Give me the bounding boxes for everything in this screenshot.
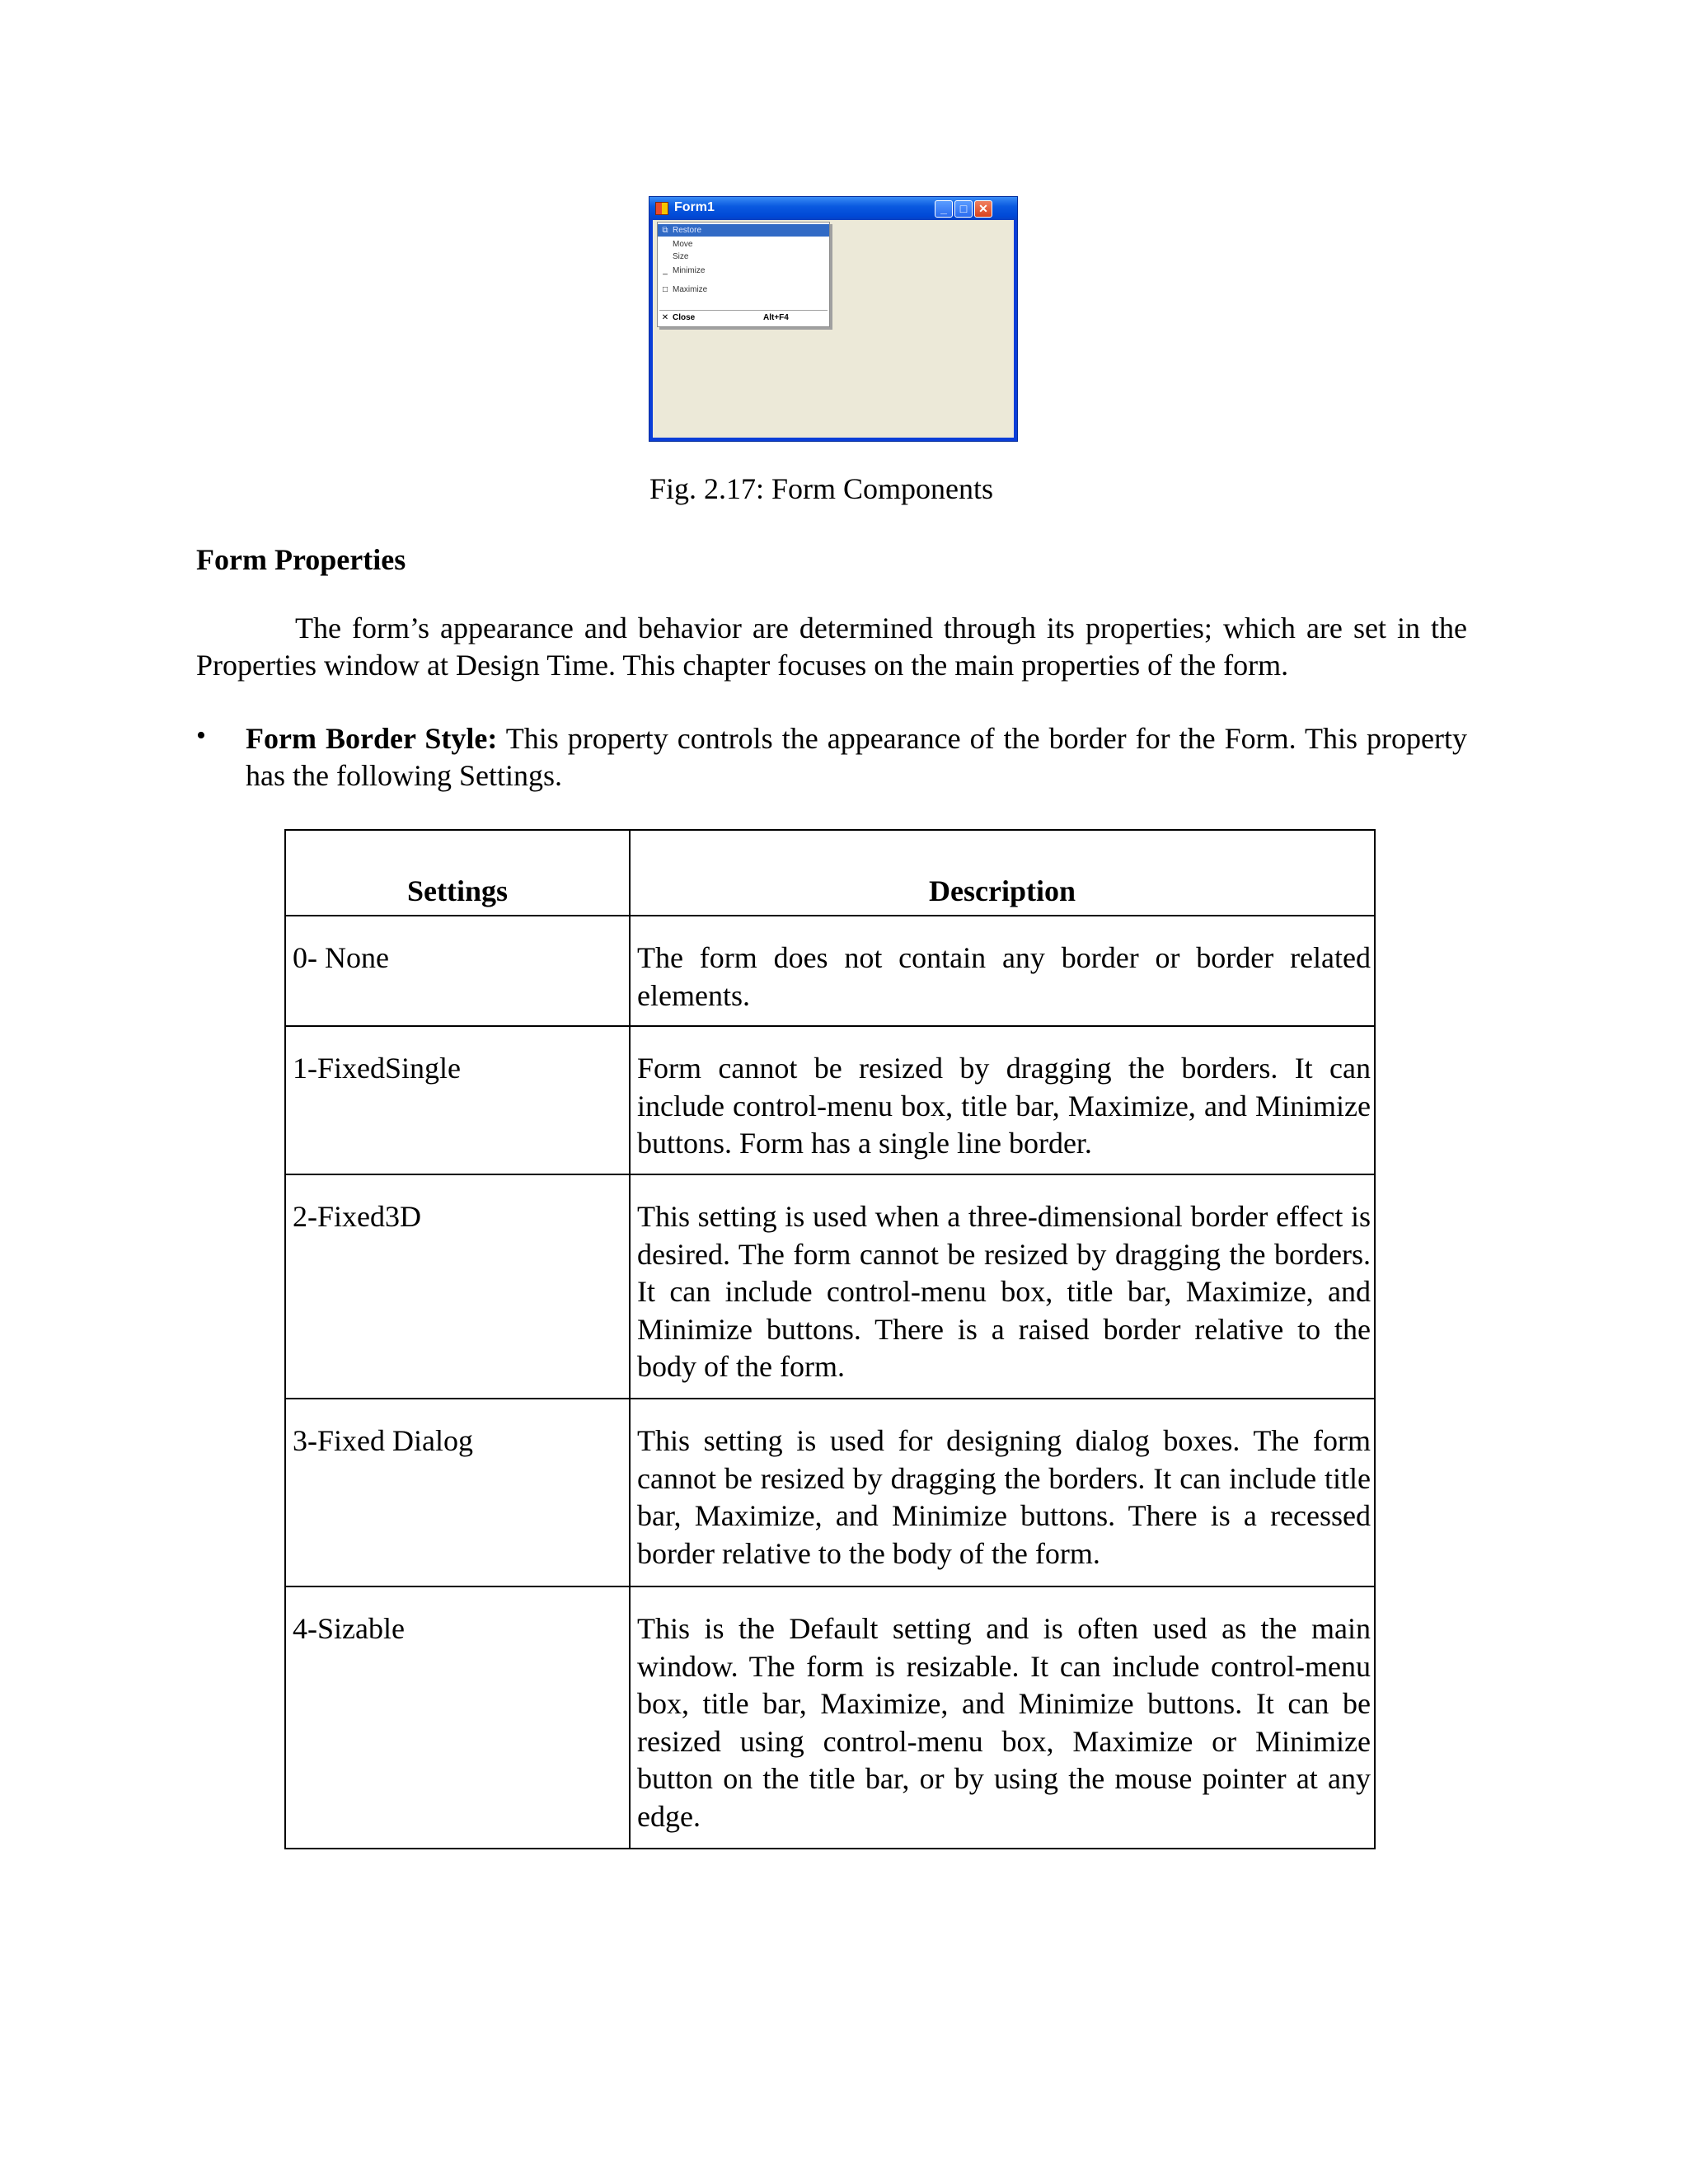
menu-item-close[interactable]: ✕ Close Alt+F4 (661, 313, 789, 322)
restore-icon: ⧉ (662, 226, 668, 235)
header-description: Description (630, 830, 1375, 916)
description-cell: This is the Default setting and is often used as the main window. The form is resizable. It can include control-menu box, title bar, Maximize, and Minimize buttons. It can be resized using control-menu box, Maximize or Minimize button on the title bar, or by using the mouse pointer at any edge. (630, 1586, 1375, 1849)
window-title: Form1 (674, 200, 715, 214)
description-cell: Form cannot be resized by dragging the borders. It can include control-menu box, title bar, Maximize, and Minimize buttons. Form has a single line border. (630, 1026, 1375, 1174)
description-cell: This setting is used for designing dialog boxes. The form cannot be resized by dragging the borders. It can include title bar, Maximize, and Minimize buttons. There is a recessed border relative to the body of the form. (630, 1399, 1375, 1586)
close-button[interactable]: ✕ (974, 200, 992, 218)
menu-item-move[interactable]: Move (673, 240, 693, 249)
menu-separator (659, 310, 828, 311)
setting-cell: 3-Fixed Dialog (285, 1399, 630, 1586)
table-row (285, 916, 1375, 1026)
bullet-body: This property controls the appearance of the border for the Form. This property has the following Settings. (246, 722, 1467, 792)
menu-item-minimize[interactable]: _ Minimize (658, 265, 829, 277)
section-heading: Form Properties (196, 543, 406, 576)
close-icon: ✕ (661, 313, 669, 322)
description-cell: The form does not contain any border or border related elements. (630, 916, 1375, 1026)
minimize-icon: _ (663, 266, 668, 275)
minimize-button[interactable]: _ (935, 200, 953, 218)
maximize-icon: □ (662, 285, 668, 294)
table-row (285, 1026, 1375, 1174)
table-row (285, 1174, 1375, 1399)
menu-item-restore[interactable]: ⧉ Restore (658, 224, 829, 237)
maximize-button[interactable]: □ (954, 200, 973, 218)
system-menu (657, 222, 830, 327)
setting-cell: 1-FixedSingle (285, 1026, 630, 1174)
close-shortcut: Alt+F4 (763, 313, 789, 322)
bullet-title: Form Border Style: (246, 722, 498, 755)
menu-item-size[interactable]: Size (673, 252, 689, 261)
border-style-table (284, 829, 1376, 1849)
header-settings: Settings (285, 830, 630, 916)
table-row (285, 1399, 1375, 1586)
setting-cell: 0- None (285, 916, 630, 1026)
bullet-icon: • (196, 720, 206, 751)
intro-paragraph: The form’s appearance and behavior are determined through its properties; which are set in the Properties window at Design Time. This chapter focuses on the main properties of the form. (196, 612, 1467, 682)
window-titlebar (649, 197, 1017, 220)
description-cell: This setting is used when a three-dimensional border effect is desired. The form cannot be resized by dragging the borders. It can include control-menu box, title bar, Maximize, and Minimize buttons. There is a raised border relative to the body of the form. (630, 1174, 1375, 1399)
setting-cell: 2-Fixed3D (285, 1174, 630, 1399)
table-header-row (285, 830, 1375, 916)
setting-cell: 4-Sizable (285, 1586, 630, 1849)
form-window-figure (649, 196, 1018, 442)
bullet-paragraph (246, 720, 1467, 794)
menu-item-maximize[interactable]: □ Maximize (658, 284, 829, 296)
figure-caption: Fig. 2.17: Form Components (649, 472, 994, 505)
table-row (285, 1586, 1375, 1849)
form-app-icon[interactable] (655, 202, 668, 215)
